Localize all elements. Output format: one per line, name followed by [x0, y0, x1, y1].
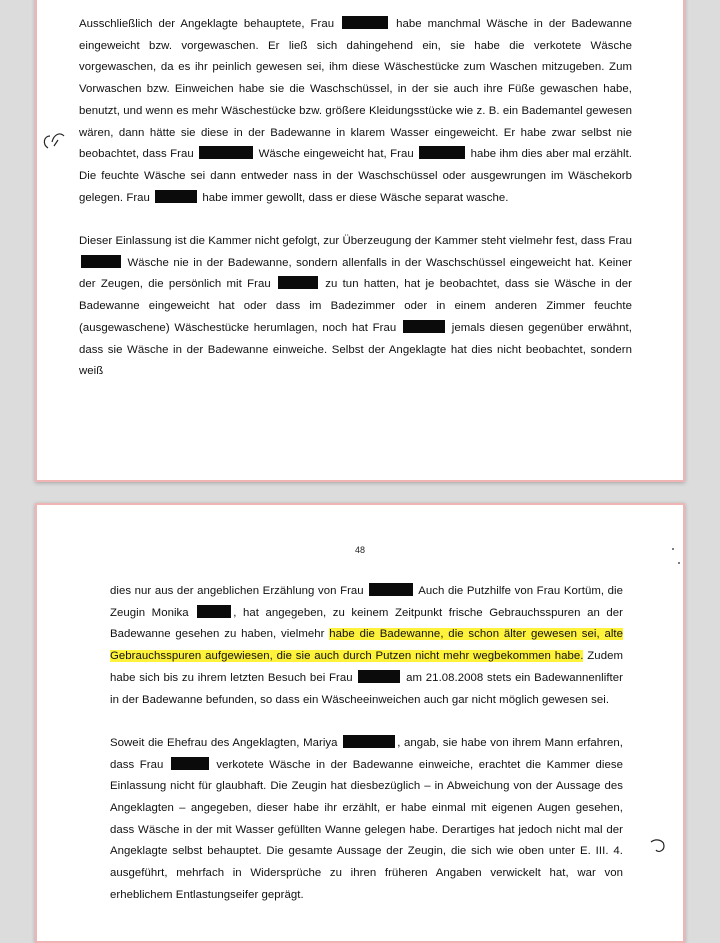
page2-paragraph-1: dies nur aus der angeblichen Erzählung von Frau Auch die Putzhilfe von Frau Kortüm, die Zeugin Monika , hat angegeben, zu keinem Zeitpunkt frische Gebrauchsspuren an der Badewanne gesehen zu haben, vielmehr habe die Badewanne, die schon älter gewesen sei, alte Gebrauchsspuren aufgewiesen, die sie auch durch Putzen nicht mehr wegbekommen habe. Zudem habe sich bis zu ihrem letzten Besuch bei Frau am 21.08.2008 stets ein Badewannenlifter in der Badewanne befunden, so dass ein Wäscheeinweichen auch gar nicht möglich gewesen sei.	[110, 585, 624, 706]
page1-paragraph-2: Dieser Einlassung ist die Kammer nicht gefolgt, zur Überzeugung der Kammer steht vielmehr fest, dass Frau Wäsche nie in der Badewanne, sondern allenfalls in der Waschschüssel eingeweicht hat. Keiner der Zeugen, die persönlich mit Frau zu tun hatten, hat je beobachtet, dass sie Wäsche in der Badewanne eingeweicht hat oder dass im Badezimmer oder in einem anderen Zimmer feuchte (ausgewaschene) Wäschestücke herumlagen, noch hat Frau jemals diesen gegenüber erwähnt, dass sie Wäsche in der Badewanne einweiche. Selbst der Angeklagte hat dies nicht beobachtet, sondern weiß	[79, 235, 633, 378]
highlighted-text: habe die Badewanne, die schon älter gewesen sei, alte Gebrauchsspuren aufgewiesen, die sie auch durch Putzen nicht mehr wegbekommen habe.	[110, 628, 624, 663]
page-number: 48	[354, 545, 365, 555]
scan-speck	[678, 562, 680, 564]
page1-paragraph-1: Ausschließlich der Angeklagte behauptete, Frau habe manchmal Wäsche in der Badewanne eingeweicht bzw. vorgewaschen. Er ließ sich dahingehend ein, sie habe die verkotete Wäsche vorgewaschen, da es ihr peinlich gewesen sei, ihm diese Wäschestücke zum Waschen mitzugeben. Zum Vorwaschen bzw. Einweichen habe sie die Waschschüssel, in der sie auch ihre Füße gewaschen habe, benutzt, und wenn es mehr Wäschestücke bzw. größere Kleidungsstücke wie z. B. ein Bademantel gewesen wären, dann hätte sie diese in der Badewanne in klarem Wasser eingeweicht. Er habe zwar selbst nie beobachtet, dass Frau Wäsche eingeweicht hat, Frau habe ihm dies aber mal erzählt. Die feuchte Wäsche sei dann entweder nass in der Waschschüssel oder ausgewrungen im Wäschekorb gelegen. Frau habe immer gewollt, dass er diese Wäsche separat wasche.	[79, 18, 633, 204]
redaction-block	[81, 255, 121, 268]
page2-body	[110, 581, 623, 907]
redaction-block	[343, 735, 395, 748]
redaction-block	[369, 583, 413, 596]
document-page-1	[35, 0, 685, 482]
redaction-block	[342, 16, 388, 29]
redaction-block	[419, 146, 465, 159]
redaction-block	[199, 146, 253, 159]
redaction-block	[278, 276, 318, 289]
page2-paragraph-2: Soweit die Ehefrau des Angeklagten, Mariya , angab, sie habe von ihrem Mann erfahren, dass Frau verkotete Wäsche in der Badewanne einweiche, erachtet die Kammer diese Einlassung nicht für glaubhaft. Die Zeugin hat diesbezüglich – in Abweichung von der Aussage des Angeklagten – angegeben, dieser habe ihr erzählt, er habe einmal mit eigenen Augen gesehen, dass Wäsche in der mit Wasser gefüllten Wanne gelegen habe. Derartiges hat jedoch nicht mal der Angeklagte selbst behauptet. Die gesamte Aussage der Zeugin, die sich wie oben unter E. III. 4. ausgeführt, mehrfach in Widersprüche zu ihren früheren Angaben verwickelt hat, war von erheblichem Entlastungseifer geprägt.	[110, 736, 624, 901]
handwritten-mark	[40, 128, 70, 156]
document-page-2	[35, 503, 685, 943]
redaction-block	[358, 670, 400, 683]
page1-body	[79, 14, 632, 383]
redaction-block	[403, 320, 445, 333]
redaction-block	[155, 190, 197, 203]
redaction-block	[171, 757, 209, 770]
handwritten-mark	[648, 836, 670, 858]
redaction-block	[197, 605, 231, 618]
scan-speck	[672, 548, 674, 550]
